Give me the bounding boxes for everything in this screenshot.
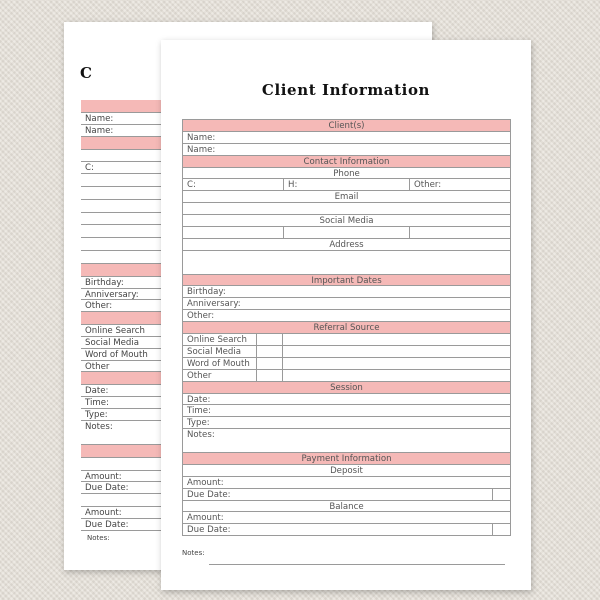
session-type-field[interactable] bbox=[183, 417, 510, 429]
back-section-header bbox=[81, 445, 171, 458]
back-field-time: Time: bbox=[81, 397, 171, 409]
footer-notes-line[interactable] bbox=[209, 564, 505, 565]
field-label: Amount: bbox=[187, 477, 224, 488]
session-time-field[interactable] bbox=[183, 405, 510, 417]
back-field-birthday: Birthday: bbox=[81, 277, 171, 289]
social-media-label: Social Media bbox=[183, 215, 510, 227]
phone-row bbox=[183, 179, 510, 191]
field-label: Name: bbox=[187, 144, 216, 155]
session-date-field[interactable] bbox=[183, 394, 510, 406]
field-label: Other bbox=[187, 370, 212, 381]
back-field-amount: Amount: bbox=[81, 471, 171, 483]
birthday-field[interactable] bbox=[183, 286, 510, 298]
back-notes-label: Notes: bbox=[87, 534, 110, 542]
back-field-c: C: bbox=[81, 162, 171, 174]
referral-checkbox-social[interactable] bbox=[256, 346, 282, 357]
balance-paid-checkbox[interactable] bbox=[492, 524, 510, 535]
back-row bbox=[81, 150, 171, 163]
deposit-due-date-field[interactable] bbox=[183, 489, 492, 500]
field-label: Anniversary: bbox=[187, 299, 241, 310]
field-label: Date: bbox=[187, 394, 211, 405]
back-field-amount: Amount: bbox=[81, 507, 171, 519]
other-date-field[interactable] bbox=[183, 310, 510, 322]
back-field-name: Name: bbox=[81, 125, 171, 137]
section-header-referral-source: Referral Source bbox=[183, 322, 510, 334]
back-field-type: Type: bbox=[81, 409, 171, 421]
field-label: Name: bbox=[187, 132, 216, 143]
field-label: Other: bbox=[414, 180, 442, 191]
deposit-paid-checkbox[interactable] bbox=[492, 489, 510, 500]
deposit-amount-field[interactable] bbox=[183, 477, 510, 489]
back-row bbox=[81, 458, 171, 471]
address-label: Address bbox=[183, 239, 510, 251]
back-field-due-date: Due Date: bbox=[81, 519, 171, 531]
back-field-name: Name: bbox=[81, 113, 171, 125]
deposit-due-row bbox=[183, 489, 510, 501]
back-row bbox=[81, 225, 171, 238]
social-media-field-2[interactable] bbox=[283, 227, 409, 238]
back-field-anniversary: Anniversary: bbox=[81, 289, 171, 301]
field-label: Time: bbox=[187, 406, 211, 417]
field-label: Due Date: bbox=[187, 489, 231, 500]
anniversary-field[interactable] bbox=[183, 298, 510, 310]
referral-checkbox-word[interactable] bbox=[256, 358, 282, 369]
referral-checkbox-other[interactable] bbox=[256, 370, 282, 381]
field-label: Due Date: bbox=[187, 525, 231, 536]
back-section-header bbox=[81, 100, 171, 113]
back-field-word-of-mouth: Word of Mouth bbox=[81, 349, 171, 361]
phone-cell-field[interactable] bbox=[183, 179, 283, 190]
section-header-session: Session bbox=[183, 382, 510, 394]
client-name-field-2[interactable] bbox=[183, 144, 510, 156]
balance-amount-field[interactable] bbox=[183, 512, 510, 524]
back-row bbox=[81, 187, 171, 200]
back-section-header bbox=[81, 264, 171, 277]
back-row bbox=[81, 174, 171, 187]
footer-notes-label: Notes: bbox=[182, 549, 205, 557]
email-field[interactable] bbox=[183, 203, 510, 215]
back-section-header bbox=[81, 137, 171, 150]
social-media-field-1[interactable] bbox=[183, 227, 283, 238]
referral-online-search bbox=[183, 334, 510, 346]
back-section-header bbox=[81, 372, 171, 385]
back-row bbox=[81, 200, 171, 213]
field-label: Type: bbox=[187, 418, 210, 429]
section-header-important-dates: Important Dates bbox=[183, 275, 510, 287]
referral-detail-word[interactable] bbox=[282, 358, 510, 369]
referral-detail-social[interactable] bbox=[282, 346, 510, 357]
back-field-notes: Notes: bbox=[81, 421, 171, 445]
referral-word-of-mouth bbox=[183, 358, 510, 370]
back-row bbox=[81, 238, 171, 251]
phone-home-field[interactable] bbox=[283, 179, 409, 190]
back-field-social-media: Social Media bbox=[81, 337, 171, 349]
balance-label: Balance bbox=[183, 501, 510, 513]
client-name-field-1[interactable] bbox=[183, 132, 510, 144]
back-field-online-search: Online Search bbox=[81, 325, 171, 337]
form-title: Client Information bbox=[261, 81, 431, 99]
section-header-contact: Contact Information bbox=[183, 156, 510, 168]
field-label: H: bbox=[288, 180, 298, 191]
balance-due-row bbox=[183, 524, 510, 536]
section-header-clients: Client(s) bbox=[183, 120, 510, 132]
social-media-row bbox=[183, 227, 510, 239]
field-label: C: bbox=[187, 180, 196, 191]
address-field[interactable] bbox=[183, 251, 510, 275]
referral-detail-online[interactable] bbox=[282, 334, 510, 345]
section-header-payment: Payment Information bbox=[183, 453, 510, 465]
referral-other bbox=[183, 370, 510, 382]
referral-checkbox-online[interactable] bbox=[256, 334, 282, 345]
email-label: Email bbox=[183, 191, 510, 203]
balance-due-date-field[interactable] bbox=[183, 524, 492, 535]
field-label: Online Search bbox=[187, 335, 247, 346]
back-row bbox=[81, 494, 171, 507]
field-label: Other: bbox=[187, 311, 215, 322]
back-field-due-date: Due Date: bbox=[81, 482, 171, 494]
front-form-sheet bbox=[161, 40, 531, 590]
back-field-other: Other: bbox=[81, 300, 171, 312]
field-label: Amount: bbox=[187, 513, 224, 524]
referral-detail-other[interactable] bbox=[282, 370, 510, 381]
client-information-form bbox=[182, 119, 511, 536]
field-label: Word of Mouth bbox=[187, 358, 250, 369]
referral-social-media bbox=[183, 346, 510, 358]
back-field-other-ref: Other bbox=[81, 361, 171, 373]
back-section-header bbox=[81, 312, 171, 325]
field-label: Notes: bbox=[187, 430, 215, 441]
back-row bbox=[81, 213, 171, 226]
back-sheet-title: C bbox=[80, 64, 93, 82]
back-form-grid bbox=[81, 100, 171, 531]
social-media-field-3[interactable] bbox=[409, 227, 510, 238]
field-label: Birthday: bbox=[187, 287, 226, 298]
field-label: Social Media bbox=[187, 346, 242, 357]
phone-other-field[interactable] bbox=[409, 179, 510, 190]
session-notes-field[interactable] bbox=[183, 429, 510, 453]
back-field-date: Date: bbox=[81, 385, 171, 397]
deposit-label: Deposit bbox=[183, 465, 510, 477]
phone-label: Phone bbox=[183, 168, 510, 180]
back-row bbox=[81, 251, 171, 264]
